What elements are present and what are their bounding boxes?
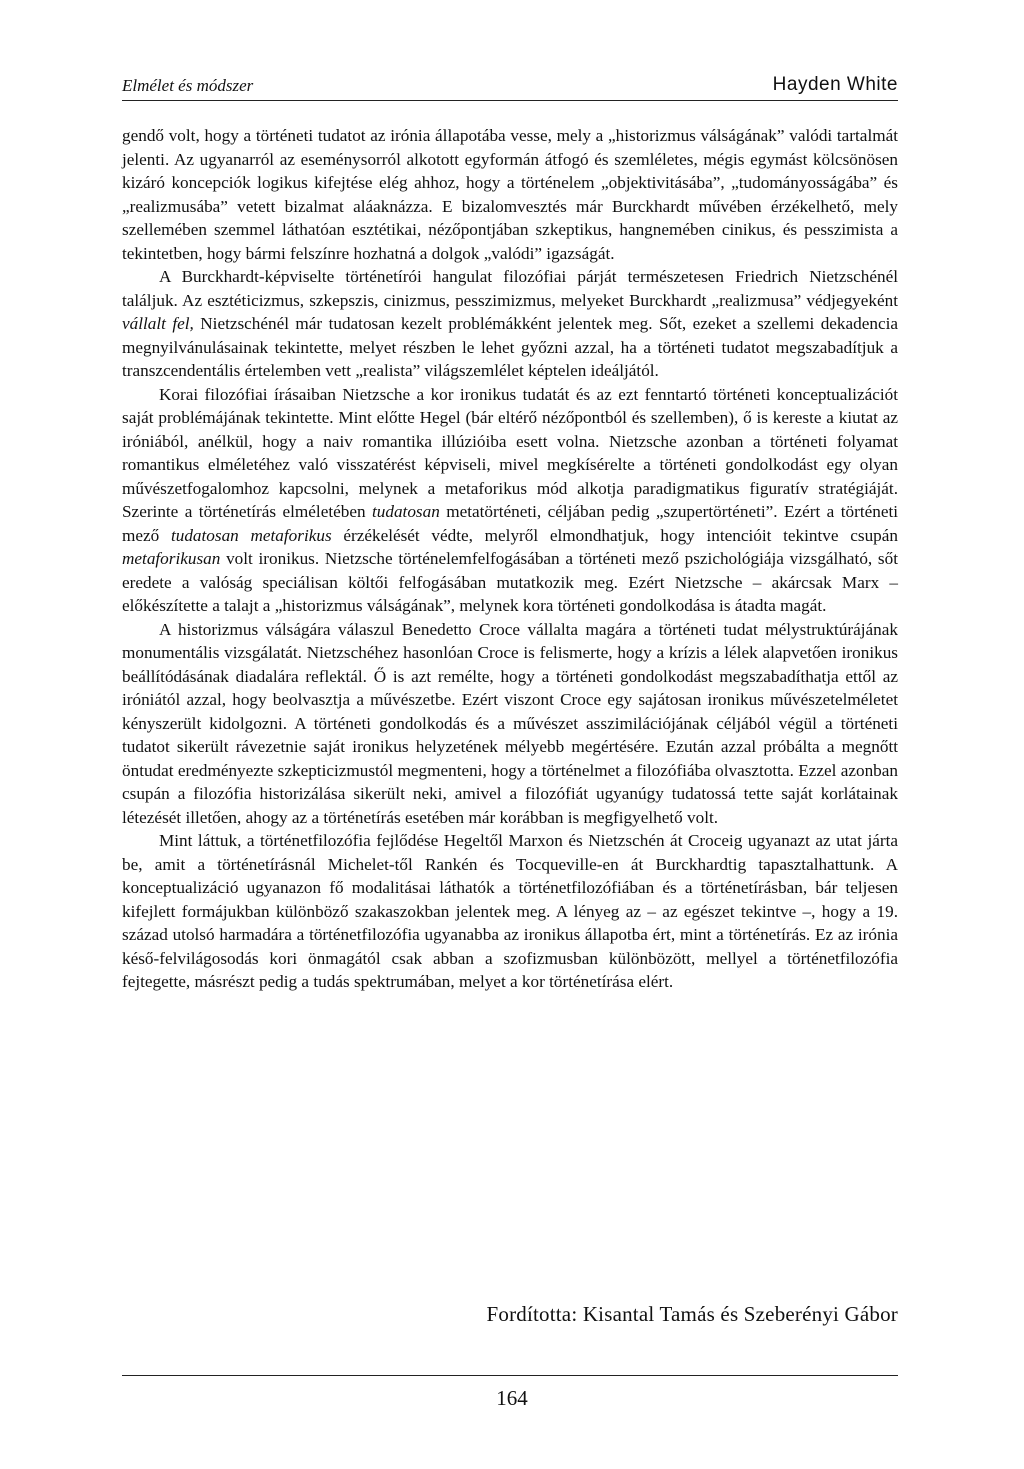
italic-run: metaforikusan <box>122 549 221 568</box>
italic-run: tudatosan <box>371 502 440 521</box>
italic-run: tudatosan metaforikus <box>170 525 332 545</box>
italic-run: vállalt fel, <box>122 314 194 333</box>
paragraph-2 <box>122 265 898 383</box>
text-run: Nietzschénél már tudatosan kezelt problémákként jelentek meg. Sőt, ezeket a szellemi dekadencia megnyilvánulásainak tekintette, melyet részben le lehet győzni azzal, ha a történeti tudatot megszabadítjuk a transzcendentális értelemben vett „realista” világszemlélet képtelen ideáljától. <box>122 314 898 380</box>
text-run: A Burckhardt-képviselte történetírói hangulat filozófiai párját természetesen Friedrich Nietzschénél találjuk. Az esztéticizmus, szkepszis, cinizmus, pesszimizmus, melyeket Burckhardt „realizmusa” védjegyeként <box>122 267 898 310</box>
article-body <box>122 124 898 994</box>
paragraph-3 <box>122 383 898 618</box>
running-header <box>122 74 898 101</box>
text-run: metatörténeti, céljában pedig „szupertörténeti”. Ezért a történeti mező <box>122 502 898 545</box>
text-run: Mint láttuk, a történetfilozófia fejlődése Hegeltől Marxon és Nietzschén át Croceig ugyanazt az utat járta be, amit a történetírásnál Michelet-től Rankén és Tocqueville-en át Burckhardtig tapasztalhattunk. A konceptualizáció ugyanazon fő modalitásai láthatók a történetfilozófiában és a történetírásban, bár teljesen kifejlett formájukban különböző szakaszokban jelentek meg. A lényeg az – az egészet tekintve –, hogy a 19. század utolsó harmadára a történetfilozófia ugyanabba az ironikus állapotba ért, mint a történetírás. Ez az irónia késő-felvilágosodás kori önmagától csak abban a szofizmusban különbözött, mellyel a történetfilozófia fejtegette, másrészt pedig a tudás spektrumában, melyet a kor történetírása elért. <box>122 831 898 991</box>
translator-credit: Fordította: Kisantal Tamás és Szeberényi Gábor <box>486 1302 898 1326</box>
paragraph-4 <box>122 618 898 830</box>
text-run: gendő volt, hogy a történeti tudatot az irónia állapotába vesse, mely a „historizmus válságának” valódi tartalmát jelenti. Az ugyanarról az eseménysorról alkotott egyformán átfogó és szemléletes, mégis egymást kölcsönösen kizáró koncepciók logikus kifejtése elég ahhoz, hogy a történelem „objektivitásába”, „tudományosságába” és „realizmusába” vetett bizalmat aláaknázza. E bizalomvesztés már Burckhardt művében érzékelhető, mely szellemében szemmel láthatóan esztétikai, nézőpontjában szkeptikus, hangnemében cinikus, és pesszimista a tekintetben, hogy bármi felszínre hozhatná a dolgok „valódi” igazságát. <box>122 126 898 263</box>
text-run: volt ironikus. Nietzsche történelemfelfogásában a történeti mező pszichológiája vizsgálható, sőt eredete a valóság speciálisan költői felfogásában mutatkozik meg. Ezért Nietzsche – akárcsak Marx – előkészítette a talajt a „historizmus válságának”, melynek kora történeti gondolkodása is átadta magát. <box>122 549 898 615</box>
section-title: Elmélet és módszer <box>122 76 254 95</box>
text-run: Korai filozófiai írásaiban Nietzsche a kor ironikus tudatát és az ezt fenntartó történeti konceptualizációt saját problémájának tekintette. Mint előtte Hegel (bár eltérő nézőpontból és szellemben), ő is kereste a kiutat az iróniából, anélkül, hogy a naiv romantika illúzióiba esett volna. Nietzsche azonban a történeti folyamat romantikus elméletéhez való visszatérést képviseli, mivel megkísérelte a történeti gondolkodást egy olyan művészetfogalomhoz kapcsolni, melynek a metaforikus mód alkotja paradigmatikus figuratív stratégiáját. Szerinte a történetírás elméletében <box>122 384 898 521</box>
text-run: A historizmus válságára válaszul Benedetto Croce vállalta magára a történeti tudat mélystruktúrájának monumentális vizsgálatát. Nietzschéhez hasonlóan Croce is felismerte, hogy a krízis a lélek alapvetően ironikus beállítódásának diadalára reflektál. Ő is azt remélte, hogy a történeti gondolkodást megszabadíthatja ettől az iróniától azzal, hogy beolvasztja a művészetbe. Ezért viszont Croce egy sajátosan ironikus művészetelméletet kényszerült kidolgozni. A történeti gondolkodás és a művészet asszimilációjának céljából végül a történeti tudatot sikerült rávezetnie saját ironikus helyzetének mélyebb megértésére. Ezután azzal próbálta a megnőtt öntudat eredményezte szkepticizmustól megmenteni, hogy a történelmet a filozófiába olvasztotta. Ezzel azonban csupán a filozófia historizálása sikerült neki, amivel a filozófiát ugyanúgy tudatossá tette saját korlátainak létezését illetően, ahogy az a történetírás esetében már korábban is megfigyelhető volt. <box>122 619 898 827</box>
paragraph-5 <box>122 829 898 994</box>
page-number: 164 <box>496 1386 528 1410</box>
footer-divider <box>122 1375 898 1376</box>
text-run: érzékelését védte, melyről elmondhatjuk, hogy intencióit tekintve csupán <box>331 525 898 545</box>
paragraph-1 <box>122 124 898 265</box>
author-name: Hayden White <box>772 74 898 95</box>
